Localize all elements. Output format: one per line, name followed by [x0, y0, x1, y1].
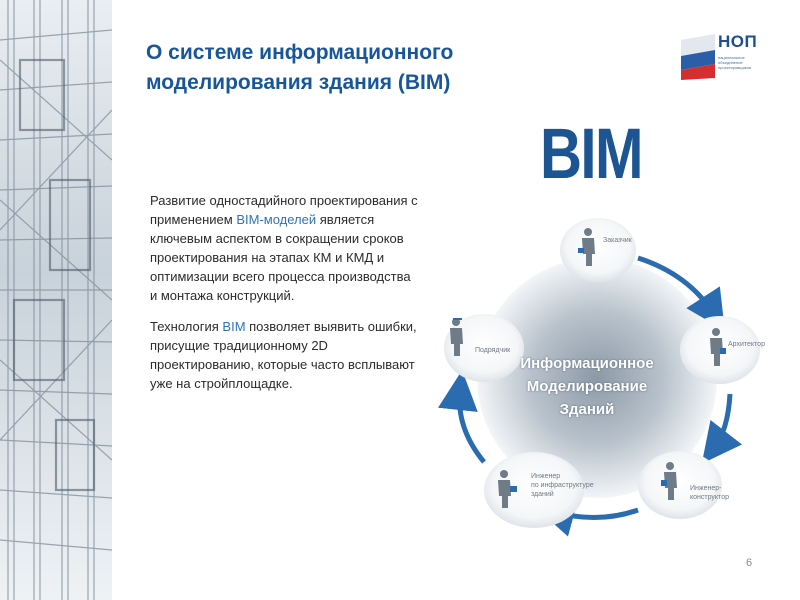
logo-subtitle-line: проектировщиков: [718, 65, 751, 70]
role-infra-text: зданий: [531, 491, 554, 498]
flag-logo-icon: [681, 32, 715, 80]
logo-subtitle: [718, 55, 762, 70]
role-engineer-text: Инженер-: [690, 485, 722, 492]
p2-text-b: позволяет выявить ошибки, присущие традиционному 2D проектированию, которые часто всплывают уже на стройплощадке.: [150, 319, 417, 391]
role-engineer-label: [690, 484, 729, 502]
p1-highlight: BIM-моделей: [236, 212, 317, 227]
center-line-3: Зданий: [559, 401, 615, 418]
role-contractor-text: Подрядчик: [475, 347, 511, 354]
paragraph-2: [150, 317, 418, 393]
p2-text-a: Технология: [150, 319, 223, 334]
role-infra-text: Инженер: [531, 473, 561, 480]
bim-heading: BIM: [540, 115, 642, 194]
center-line-1: Информационное: [520, 355, 654, 372]
nop-logo: [681, 32, 761, 86]
slide-title: [146, 38, 546, 98]
p2-highlight: BIM: [222, 319, 246, 334]
role-architect-label: [728, 340, 765, 349]
role-architect-text: Архитектор: [728, 341, 765, 348]
center-line-2: Моделирование: [526, 378, 648, 395]
body-text: [150, 191, 418, 405]
p1-text-b: является ключевым аспектом в сокращении сроков проектирования на этапах КМ и КМД и оптимизации всего процесса производства и монтажа конструкций.: [150, 212, 411, 303]
role-infra-label: [531, 472, 594, 499]
role-client-text: Заказчик: [603, 237, 632, 244]
frame-lines-graphic: [0, 0, 112, 600]
logo-subtitle-line: национальное: [718, 55, 745, 60]
p1-text-a: Развитие одностадийного проектирования с применением: [150, 193, 418, 227]
logo-abbreviation: НОП: [718, 32, 758, 51]
role-engineer-text: конструктор: [690, 494, 729, 501]
arrow-architect-engineer: [714, 394, 730, 448]
paragraph-1: [150, 191, 418, 305]
title-line-2: моделирования здания (BIM): [146, 71, 451, 94]
node-client: [560, 218, 636, 282]
page-number: 6: [746, 557, 753, 569]
title-line-1: О системе информационного: [146, 41, 454, 64]
role-contractor-label: [475, 346, 510, 355]
role-client-label: [603, 236, 632, 245]
logo-subtitle-line: объединение: [718, 60, 743, 65]
diagram-center-label: [512, 352, 662, 421]
architectural-frame-image: [0, 0, 112, 600]
role-infra-text: по инфраструктуре: [531, 482, 594, 489]
